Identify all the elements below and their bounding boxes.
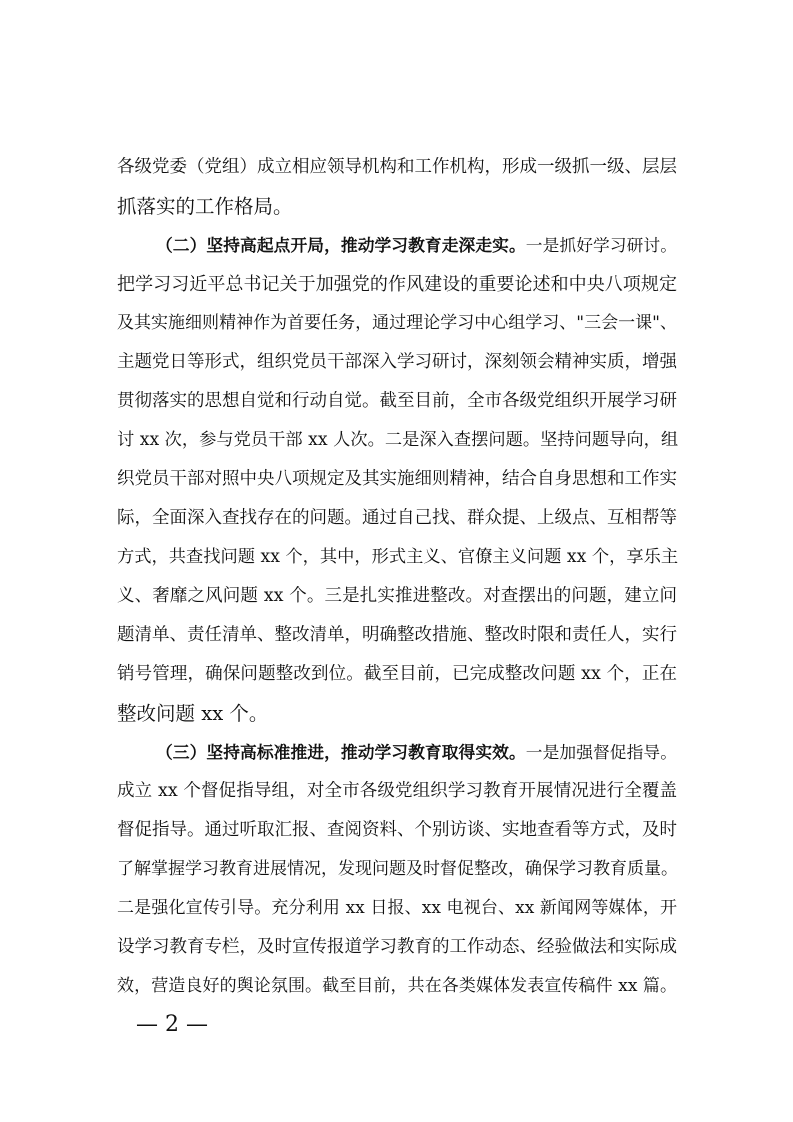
text-line: 销号管理，确保问题整改到位。截至目前，已完成整改问题 xx 个，正在 bbox=[117, 664, 677, 684]
text-line: 成立 xx 个督促指导组，对全市各级党组织学习教育开展情况进行全覆盖 bbox=[117, 781, 677, 801]
text-line: 织党员干部对照中央八项规定及其实施细则精神，结合自身思想和工作实 bbox=[117, 469, 677, 489]
text-line: 设学习教育专栏，及时宣传报道学习教育的工作动态、经验做法和实际成 bbox=[117, 937, 677, 957]
text-line: 题清单、责任清单、整改清单，明确整改措施、整改时限和责任人，实行 bbox=[117, 625, 677, 645]
text-line: 际，全面深入查找存在的问题。通过自己找、群众提、上级点、互相帮等 bbox=[117, 508, 677, 528]
text-line: 各级党委（党组）成立相应领导机构和工作机构，形成一级抓一级、层层 bbox=[117, 157, 677, 177]
text-line: 贯彻落实的思想自觉和行动自觉。截至目前，全市各级党组织开展学习研 bbox=[117, 391, 677, 411]
text-line: 方式，共查找问题 xx 个，其中，形式主义、官僚主义问题 xx 个，享乐主 bbox=[117, 547, 679, 567]
section-heading: （二）坚持高起点开局，推动学习教育走深走实。 bbox=[156, 235, 526, 255]
text-line: 督促指导。通过听取汇报、查阅资料、个别访谈、实地查看等方式，及时 bbox=[117, 820, 677, 840]
text-line: 把学习习近平总书记关于加强党的作风建设的重要论述和中央八项规定 bbox=[117, 274, 677, 295]
page-number: — 2 — bbox=[136, 1012, 208, 1037]
text-line: 及其实施细则精神作为首要任务，通过理论学习中心组学习、"三会一课"、 bbox=[117, 313, 677, 333]
text-line: 了解掌握学习教育进展情况，发现问题及时督促整改，确保学习教育质量。 bbox=[117, 859, 678, 879]
text-segment: 一是加强督促指导。 bbox=[525, 742, 677, 762]
text-line: 讨 xx 次，参与党员干部 xx 人次。二是深入查摆问题。坚持问题导向，组 bbox=[117, 430, 679, 450]
text-segment: 一是抓好学习研讨。 bbox=[525, 235, 677, 255]
text-line: 整改问题 xx 个。 bbox=[117, 702, 269, 725]
section-heading: （三）坚持高标准推进，推动学习教育取得实效。 bbox=[156, 742, 526, 762]
paragraph-heading-line bbox=[156, 229, 677, 262]
text-line: 义、奢靡之风问题 xx 个。三是扎实推进整改。对查摆出的问题，建立问 bbox=[117, 586, 677, 606]
paragraph-heading-line bbox=[156, 736, 677, 769]
text-line: 主题党日等形式，组织党员干部深入学习研讨，深刻领会精神实质，增强 bbox=[117, 352, 677, 372]
text-line: 二是强化宣传引导。充分利用 xx 日报、xx 电视台、xx 新闻网等媒体，开 bbox=[117, 898, 677, 918]
text-line: 抓落实的工作格局。 bbox=[117, 195, 293, 218]
text-line: 效，营造良好的舆论氛围。截至目前，共在各类媒体发表宣传稿件 xx 篇。 bbox=[117, 976, 677, 996]
